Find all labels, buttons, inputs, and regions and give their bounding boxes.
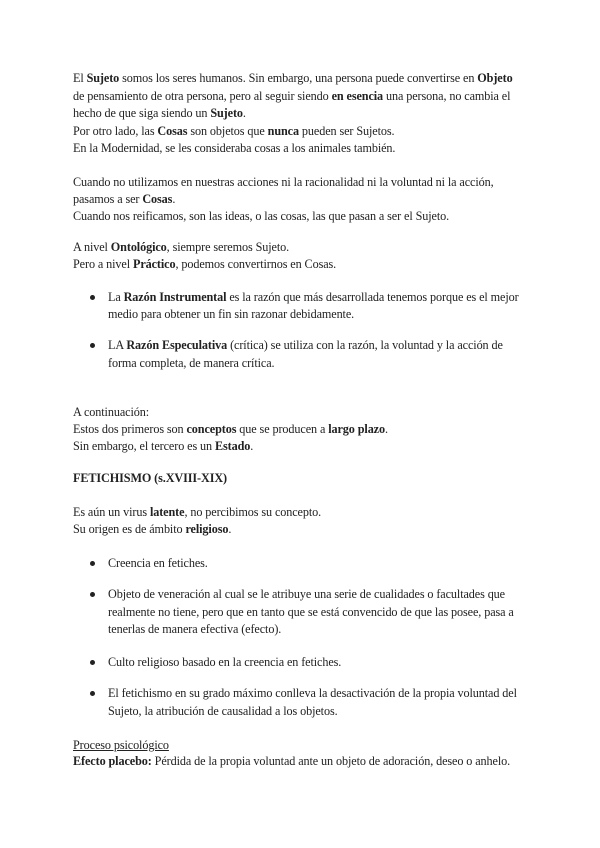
text-run: medio para obtener un fin sin razonar debidamente. <box>108 307 355 321</box>
bold-term: Razón Instrumental <box>123 290 227 304</box>
bullet-icon <box>90 561 95 566</box>
text-line <box>73 175 494 190</box>
text-run: . <box>250 439 254 453</box>
list-item-line <box>108 307 354 322</box>
text-run: son objetos que <box>187 124 268 138</box>
text-run: realmente no tiene, pero que en tanto que se está convencido de que las posee, pasa a <box>108 605 514 619</box>
text-run: es la razón que más desarrollada tenemos porque es el mejor <box>226 290 519 304</box>
list-item-line <box>108 338 503 353</box>
text-run: Pero a nivel <box>73 257 133 271</box>
text-run: A continuación: <box>73 405 150 419</box>
list-item-line <box>108 556 208 571</box>
bullet-icon <box>90 691 95 696</box>
text-line <box>73 209 449 224</box>
list-item-line <box>108 655 341 670</box>
bold-term: Cosas <box>142 192 173 206</box>
text-run: El <box>73 71 87 85</box>
sub-heading: Proceso psicológico <box>73 738 169 752</box>
bold-term: en esencia <box>331 89 384 103</box>
text-run: (crítica) se utiliza con la razón, la voluntad y la acción de <box>227 338 503 352</box>
text-run: . <box>385 422 388 436</box>
text-line <box>73 192 175 207</box>
list-item-line <box>108 605 514 620</box>
bold-term: Sujeto <box>210 106 243 120</box>
text-run: Sin embargo, el tercero es un <box>73 439 215 453</box>
text-run: . <box>228 522 232 536</box>
bold-term: latente <box>149 505 185 519</box>
list-item-line <box>108 704 338 719</box>
list-item-line <box>108 356 274 371</box>
text-run: . <box>242 106 246 120</box>
text-run: Estos dos primeros son <box>73 422 187 436</box>
text-line <box>73 240 289 255</box>
text-run: Pérdida de la propia voluntad ante un objeto de adoración, deseo o anhelo. <box>151 754 511 768</box>
bold-term: Cosas <box>157 124 188 138</box>
list-item-line <box>108 622 281 637</box>
text-run: hecho de que siga siendo un <box>73 106 211 120</box>
text-run: Cuando nos reificamos, son las ideas, o las cosas, las que pasan a ser el Sujeto. <box>73 209 450 223</box>
bullet-icon <box>90 295 95 300</box>
text-line <box>73 754 510 769</box>
list-item-line <box>108 686 517 701</box>
text-line <box>73 89 510 104</box>
text-run: . <box>172 192 176 206</box>
text-line <box>73 505 321 520</box>
text-line <box>73 71 513 86</box>
text-run: somos los seres humanos. Sin embargo, una persona puede convertirse en <box>119 71 478 85</box>
bullet-icon <box>90 660 95 665</box>
text-run: una persona, no cambia el <box>383 89 511 103</box>
text-run: Por otro lado, las <box>73 124 158 138</box>
text-run: , siempre seremos Sujeto. <box>166 240 290 254</box>
text-run: Objeto de veneración al cual se le atribuye una serie de cualidades o facultades que <box>108 587 505 601</box>
text-run: Creencia en fetiches. <box>108 556 208 570</box>
bold-term: Práctico <box>132 257 176 271</box>
text-run: En la Modernidad, se les consideraba cosas a los animales también. <box>73 141 396 155</box>
text-run: La <box>108 290 124 304</box>
text-run: pasamos a ser <box>73 192 143 206</box>
list-item-line <box>108 290 519 305</box>
bold-term: Efecto placebo: <box>73 754 152 768</box>
text-line <box>73 141 395 156</box>
bold-term: Razón Especulativa <box>126 338 228 352</box>
text-line <box>73 439 253 454</box>
text-run: Cuando no utilizamos en nuestras acciones ni la racionalidad ni la voluntad ni la acción, <box>73 175 494 189</box>
text-run: , podemos convertirnos en Cosas. <box>175 257 337 271</box>
bold-term: religioso <box>185 522 229 536</box>
text-run: tenerlas de manera efectiva (efecto). <box>108 622 282 636</box>
bold-term: Estado <box>214 439 251 453</box>
text-line <box>73 522 231 537</box>
text-run: El fetichismo en su grado máximo conlleva la desactivación de la propia voluntad del <box>108 686 517 700</box>
text-run: A nivel <box>73 240 111 254</box>
bold-term: Ontológico <box>110 240 167 254</box>
section-heading: FETICHISMO (s.XVIII-XIX) <box>73 471 228 485</box>
bullet-icon <box>90 592 95 597</box>
bold-term: conceptos <box>186 422 237 436</box>
text-line <box>73 257 336 272</box>
list-item-line <box>108 587 505 602</box>
bold-term: Objeto <box>477 71 513 85</box>
bold-term: nunca <box>267 124 299 138</box>
text-line <box>73 405 149 420</box>
text-line <box>73 124 394 139</box>
bold-term: Sujeto <box>86 71 120 85</box>
text-line <box>73 106 246 121</box>
text-run: pueden ser Sujetos. <box>298 124 395 138</box>
text-run: LA <box>108 338 127 352</box>
text-run: que se producen a <box>236 422 329 436</box>
bullet-icon <box>90 343 95 348</box>
text-run: , no percibimos su concepto. <box>184 505 322 519</box>
text-run: de pensamiento de otra persona, pero al seguir siendo <box>73 89 332 103</box>
text-run: Culto religioso basado en la creencia en fetiches. <box>108 655 342 669</box>
text-run: forma completa, de manera crítica. <box>108 356 275 370</box>
bold-term: largo plazo <box>328 422 385 436</box>
text-run: Es aún un virus <box>73 505 150 519</box>
text-run: Su origen es de ámbito <box>73 522 186 536</box>
text-run: Sujeto, la atribución de causalidad a los objetos. <box>108 704 338 718</box>
text-line <box>73 422 388 437</box>
